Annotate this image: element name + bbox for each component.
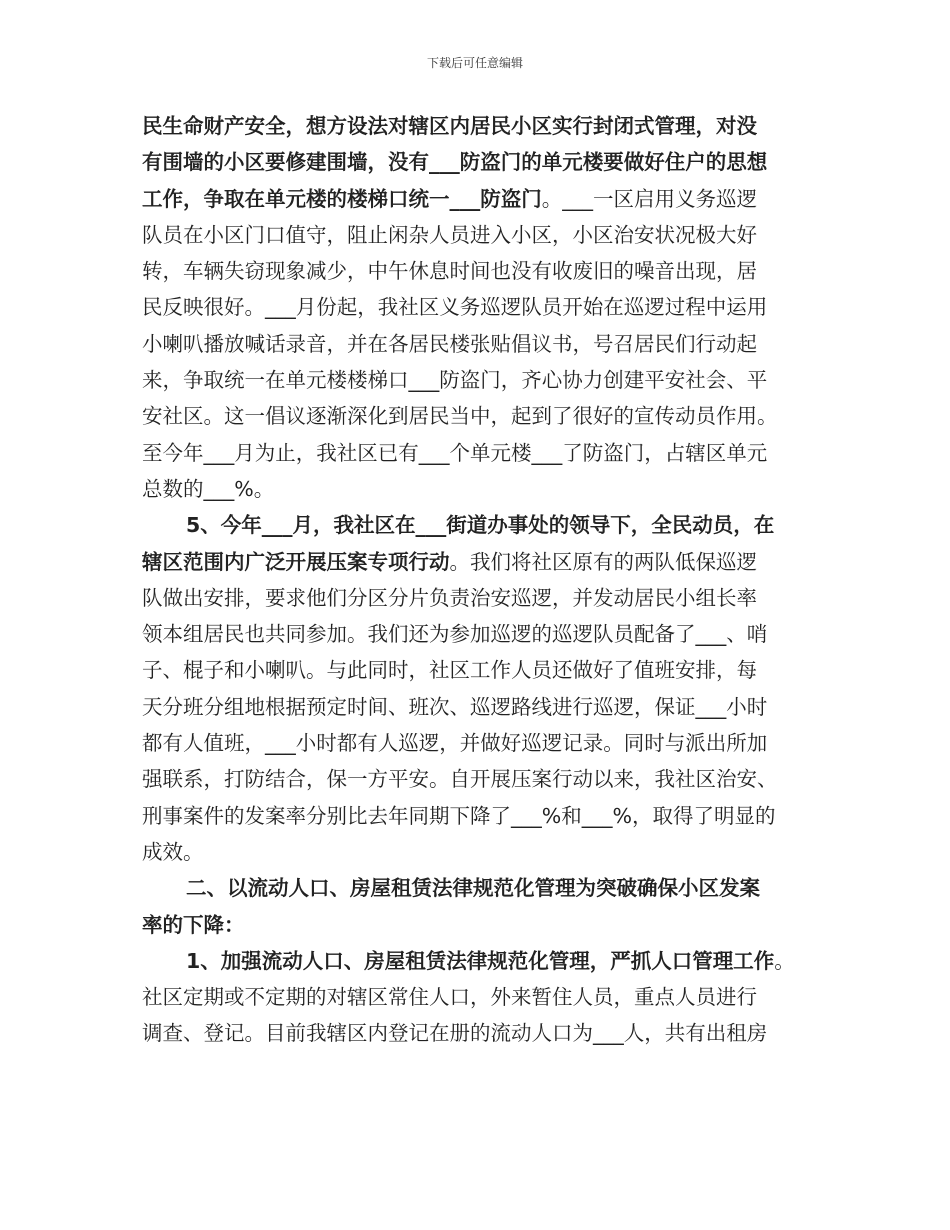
text-line	[142, 507, 818, 543]
text-line	[142, 108, 818, 144]
text-line	[142, 725, 818, 761]
bold-text-segment: 率的下降：	[142, 912, 245, 937]
bold-text-segment: 有围墙的小区要修建围墙，没有___防盗门的单元楼要做好住户的思想	[142, 150, 768, 175]
text-segment: 。___一区启用义务巡逻	[541, 186, 757, 211]
text-segment: 。我们将社区原有的两队低保巡逻	[449, 549, 757, 574]
text-line	[142, 798, 818, 834]
text-segment: 小喇叭播放喊话录音，并在各居民楼张贴倡议书，号召居民们行动起	[142, 331, 757, 356]
text-segment: 来，争取统一在单元楼楼梯口___防盗门，齐心协力创建平安社会、平	[142, 368, 768, 393]
text-segment: 成效。	[142, 839, 204, 864]
text-segment: 强联系，打防结合，保一方平安。自开展压案行动以来，我社区治安、	[142, 767, 778, 792]
text-line	[142, 217, 818, 253]
text-segment: 转，车辆失窃现象减少，中午休息时间也没有收废旧的噪音出现，居	[142, 259, 757, 284]
bold-text-segment: 1、加强流动人口、房屋租赁法律规范化管理，严抓人口管理工作	[186, 948, 775, 973]
document-body	[142, 108, 818, 1052]
text-segment: 安社区。这一倡议逐渐深化到居民当中，起到了很好的宣传动员作用。	[142, 404, 778, 429]
text-line	[142, 834, 818, 870]
bold-text-segment: 辖区范围内广泛开展压案专项行动	[142, 549, 450, 574]
text-line	[142, 253, 818, 289]
text-line	[142, 144, 818, 180]
text-line	[142, 979, 818, 1015]
text-line	[142, 761, 818, 797]
text-segment: 。	[774, 948, 795, 973]
text-segment: 领本组居民也共同参加。我们还为参加巡逻的巡逻队员配备了___、哨	[142, 622, 768, 647]
text-line	[142, 435, 818, 471]
text-segment: 民反映很好。___月份起，我社区义务巡逻队员开始在巡逻过程中运用	[142, 295, 768, 320]
text-segment: 天分班分组地根据预定时间、班次、巡逻路线进行巡逻，保证___小时	[142, 694, 768, 719]
text-segment: 子、棍子和小喇叭。与此同时，社区工作人员还做好了值班安排，每	[142, 658, 757, 683]
text-segment: 调查、登记。目前我辖区内登记在册的流动人口为___人，共有出租房	[142, 1021, 768, 1046]
text-line	[142, 652, 818, 688]
text-line	[142, 362, 818, 398]
text-segment: 队做出安排，要求他们分区分片负责治安巡逻，并发动居民小组长率	[142, 585, 757, 610]
text-segment: 社区定期或不定期的对辖区常住人口，外来暂住人员，重点人员进行	[142, 985, 757, 1010]
text-line	[142, 471, 818, 507]
page-header: 下载后可任意编辑	[426, 56, 523, 70]
bold-text-segment: 工作，争取在单元楼的楼梯口统一___防盗门	[142, 186, 542, 211]
bold-text-segment: 民生命财产安全，想方设法对辖区内居民小区实行封闭式管理，对没	[142, 114, 757, 138]
text-line	[142, 580, 818, 616]
text-segment: 刑事案件的发案率分别比去年同期下降了___%和___%，取得了明显的	[142, 803, 776, 828]
text-line	[142, 289, 818, 325]
text-segment: 都有人值班，___小时都有人巡逻，并做好巡逻记录。同时与派出所加	[142, 731, 768, 756]
text-line	[142, 1015, 818, 1051]
text-line	[142, 943, 818, 979]
text-segment: 总数的___%。	[142, 476, 275, 501]
text-line	[142, 907, 818, 943]
text-segment: 队员在小区门口值守，阻止闲杂人员进入小区，小区治安状况极大好	[142, 222, 757, 247]
text-line	[142, 870, 818, 906]
text-line	[142, 544, 818, 580]
text-line	[142, 616, 818, 652]
text-line	[142, 689, 818, 725]
bold-text-segment: 二、以流动人口、房屋租赁法律规范化管理为突破确保小区发案	[186, 876, 760, 901]
bold-text-segment: 5、今年___月，我社区在___街道办事处的领导下，全民动员，在	[186, 513, 775, 538]
text-line	[142, 398, 818, 434]
text-line	[142, 326, 818, 362]
text-line	[142, 181, 818, 217]
text-segment: 至今年___月为止，我社区已有___个单元楼___了防盗门，占辖区单元	[142, 440, 768, 465]
